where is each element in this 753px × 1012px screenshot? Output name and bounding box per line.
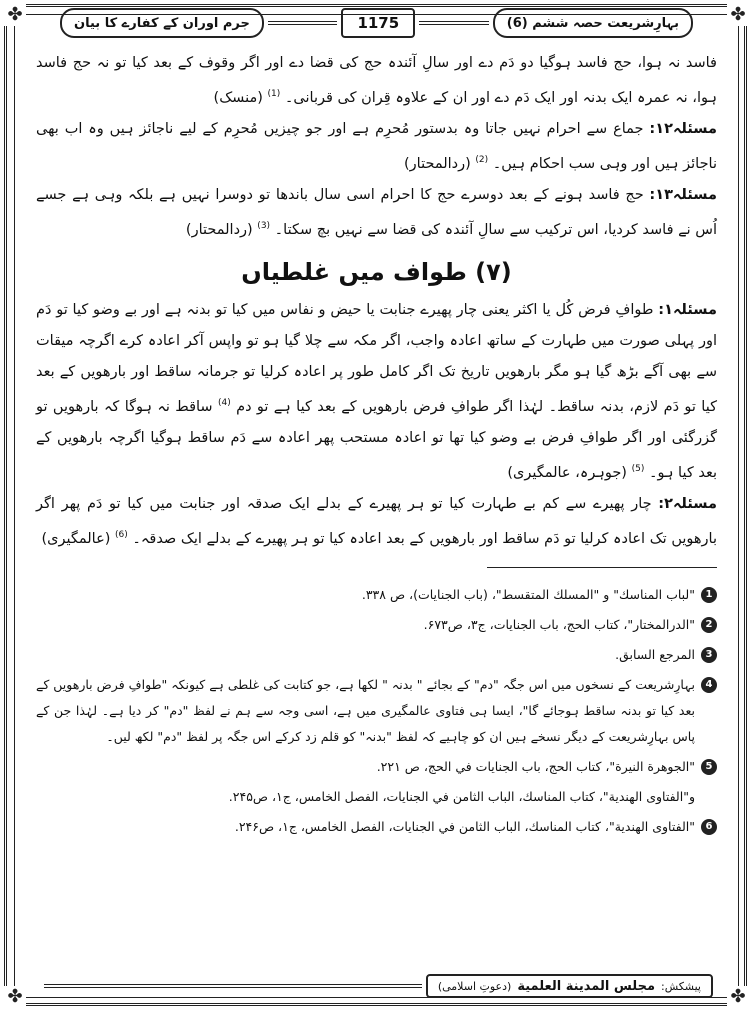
publisher-name: مجلس المدينة العلمية	[517, 978, 655, 994]
paragraph: مسئلہ۱۲: جماع سے احرام نہیں جاتا وہ بدستور مُحرِم ہے اور جو چیزیں مُحرِم کے لیے ناجائز ہیں وہ اب بھی ناجائز ہیں اور وہی سب احکام ہیں۔ $^{(2)}$ (ردالمحتار)	[36, 120, 718, 172]
book-title: بہارِشریعت حصہ ششم (6)	[493, 8, 693, 38]
corner-ornament-icon: ✤	[727, 4, 749, 26]
footnote-number: 6	[701, 819, 717, 835]
issue-label: مسئلہ۱:	[658, 302, 718, 319]
footnote: 2 "الدرالمختار"، كتاب الحج، باب الجنايات، ج۳، ص۶۷۳.	[36, 612, 717, 638]
paragraph: مسئلہ۱۳: حج فاسد ہونے کے بعد دوسرے حج کا احرام اسی سال باندھا تو دوسرا نہیں ہے بلکہ وہی ہے جسے اُس نے فاسد کردیا، اس ترکیب سے سالِ آئندہ کی قضا سے نہیں بچ سکتا۔ $^{(3)}$ (ردالمحتار)	[36, 186, 717, 238]
footnote: 5 "الجوهرة النيرة"، كتاب الحج، باب الجنايات في الحج، ص ۲۲۱.	[36, 754, 717, 780]
footnote: 3 المرجع السابق.	[36, 642, 717, 668]
section-heading: (۷) طواف میں غلطیاں	[241, 258, 512, 287]
header-rule	[419, 21, 489, 25]
footnote-divider	[487, 567, 717, 568]
footnote: 1 "لباب المناسك" و "المسلك المتقسط"، (باب الجنايات)، ص ۳۳۸.	[36, 582, 717, 608]
footer-rule	[44, 984, 422, 988]
page-body	[36, 48, 717, 844]
corner-ornament-icon: ✤	[727, 986, 749, 1008]
corner-ornament-icon: ✤	[4, 4, 26, 26]
page-number: 1175	[341, 8, 415, 38]
publisher-box: پیشکش: مجلس المدينة العلمية (دعوتِ اسلامی)	[426, 974, 713, 998]
footnote: 4 بہارِشریعت کے نسخوں میں اس جگہ "دم" کے بجائے " بدنہ " لکھا ہے، جو کتابت کی غلطی ہے کیونکہ "طوافِ فرض بارھویں کے بعد کیا تو بدنہ ساقط ہوجائے گا"، ایسا ہی فتاوی عالمگیری میں ہے، اسی وجہ سے ہم نے لفظ "دم" کر دیا ہے۔ لہٰذا جن کے پاس بہارِشریعت کے دیگر نسخے ہیں ان کو چاہیے کہ لفظ "بدنہ" کو قلم زد کرکے اس جگہ پر لفظ "دم" لکھ لیں۔	[36, 672, 717, 750]
page-footer	[40, 974, 713, 998]
footnote-number: 2	[701, 617, 717, 633]
footnote-number: 5	[701, 759, 717, 775]
chapter-title: جرم اوران کے کفارے کا بیان	[60, 8, 264, 38]
paragraph: مسئلہ۱: طوافِ فرض کُل یا اکثر یعنی چار پھیرے جنابت یا حیض و نفاس میں کیا تو بدنہ ہے اور بے وضو کیا تو دَم اور پہلی صورت میں طہارت کے ساتھ اعادہ واجب، اگر مکہ سے چلا گیا ہو تو واپس آکر اعادہ کرے اگرچہ میقات سے بھی آگے بڑھ گیا ہو مگر بارھویں تاریخ تک اگر کامل طور پر اعادہ کرلیا تو جرمانہ ساقط اور بارھویں کے بعد کیا تو دَم لازم، بدنہ ساقط۔ لہٰذا اگر طوافِ فرض بارھویں کے بعد کیا ہے تو دم $^{(4)}$ ساقط نہ ہوگا کہ بارھویں تو گزرگئی اور اگر طوافِ فرض بے وضو کیا تھا تو اعادہ مستحب پھر اعادہ سے دَم ساقط ہوگیا اگرچہ بارھویں کے بعد کیا ہو۔ $^{(5)}$ (جوہرہ، عالمگیری)	[36, 302, 718, 482]
header-rule	[268, 21, 338, 25]
paragraph: مسئلہ۲: چار پھیرے سے کم بے طہارت کیا تو ہر پھیرے کے بدلے ایک صدقہ اور جنابت میں کیا تو دَم پھر اگر بارھویں تک اعادہ کرلیا تو دَم ساقط اور بارھویں کے بعد اعادہ کیا تو ہر پھیرے کے بدلے ایک صدقہ۔ $^{(6)}$ (عالمگیری)	[36, 496, 718, 547]
footnote-number: 1	[701, 587, 717, 603]
footnote: 6 "الفتاوى الهندية"، كتاب المناسك، الباب الثامن في الجنايات، الفصل الخامس، ج۱، ص۲۴۶.	[36, 814, 717, 840]
footnote-number: 4	[701, 677, 717, 693]
corner-ornament-icon: ✤	[4, 986, 26, 1008]
footnote-continuation: و"الفتاوى الهندية"، كتاب المناسك، الباب الثامن في الجنايات، الفصل الخامس، ج۱، ص۲۴۵.	[228, 788, 695, 804]
issue-label: مسئلہ۱۲:	[649, 120, 718, 137]
issue-label: مسئلہ۲:	[658, 496, 718, 513]
page-header	[60, 8, 693, 38]
paragraph: فاسد نہ ہوا، حج فاسد ہوگیا دو دَم دے اور سالِ آئندہ حج کی قضا دے اور اگر وقوف کے بعد کیا تو نہ حج فاسد ہوا، نہ عمرہ ایک بدنہ اور ایک دَم دے اور ان کے علاوہ قِران کی قربانی۔ $^{(1)}$ (منسک)	[36, 55, 717, 106]
issue-label: مسئلہ۱۳:	[649, 186, 717, 203]
footnote-number: 3	[701, 647, 717, 663]
